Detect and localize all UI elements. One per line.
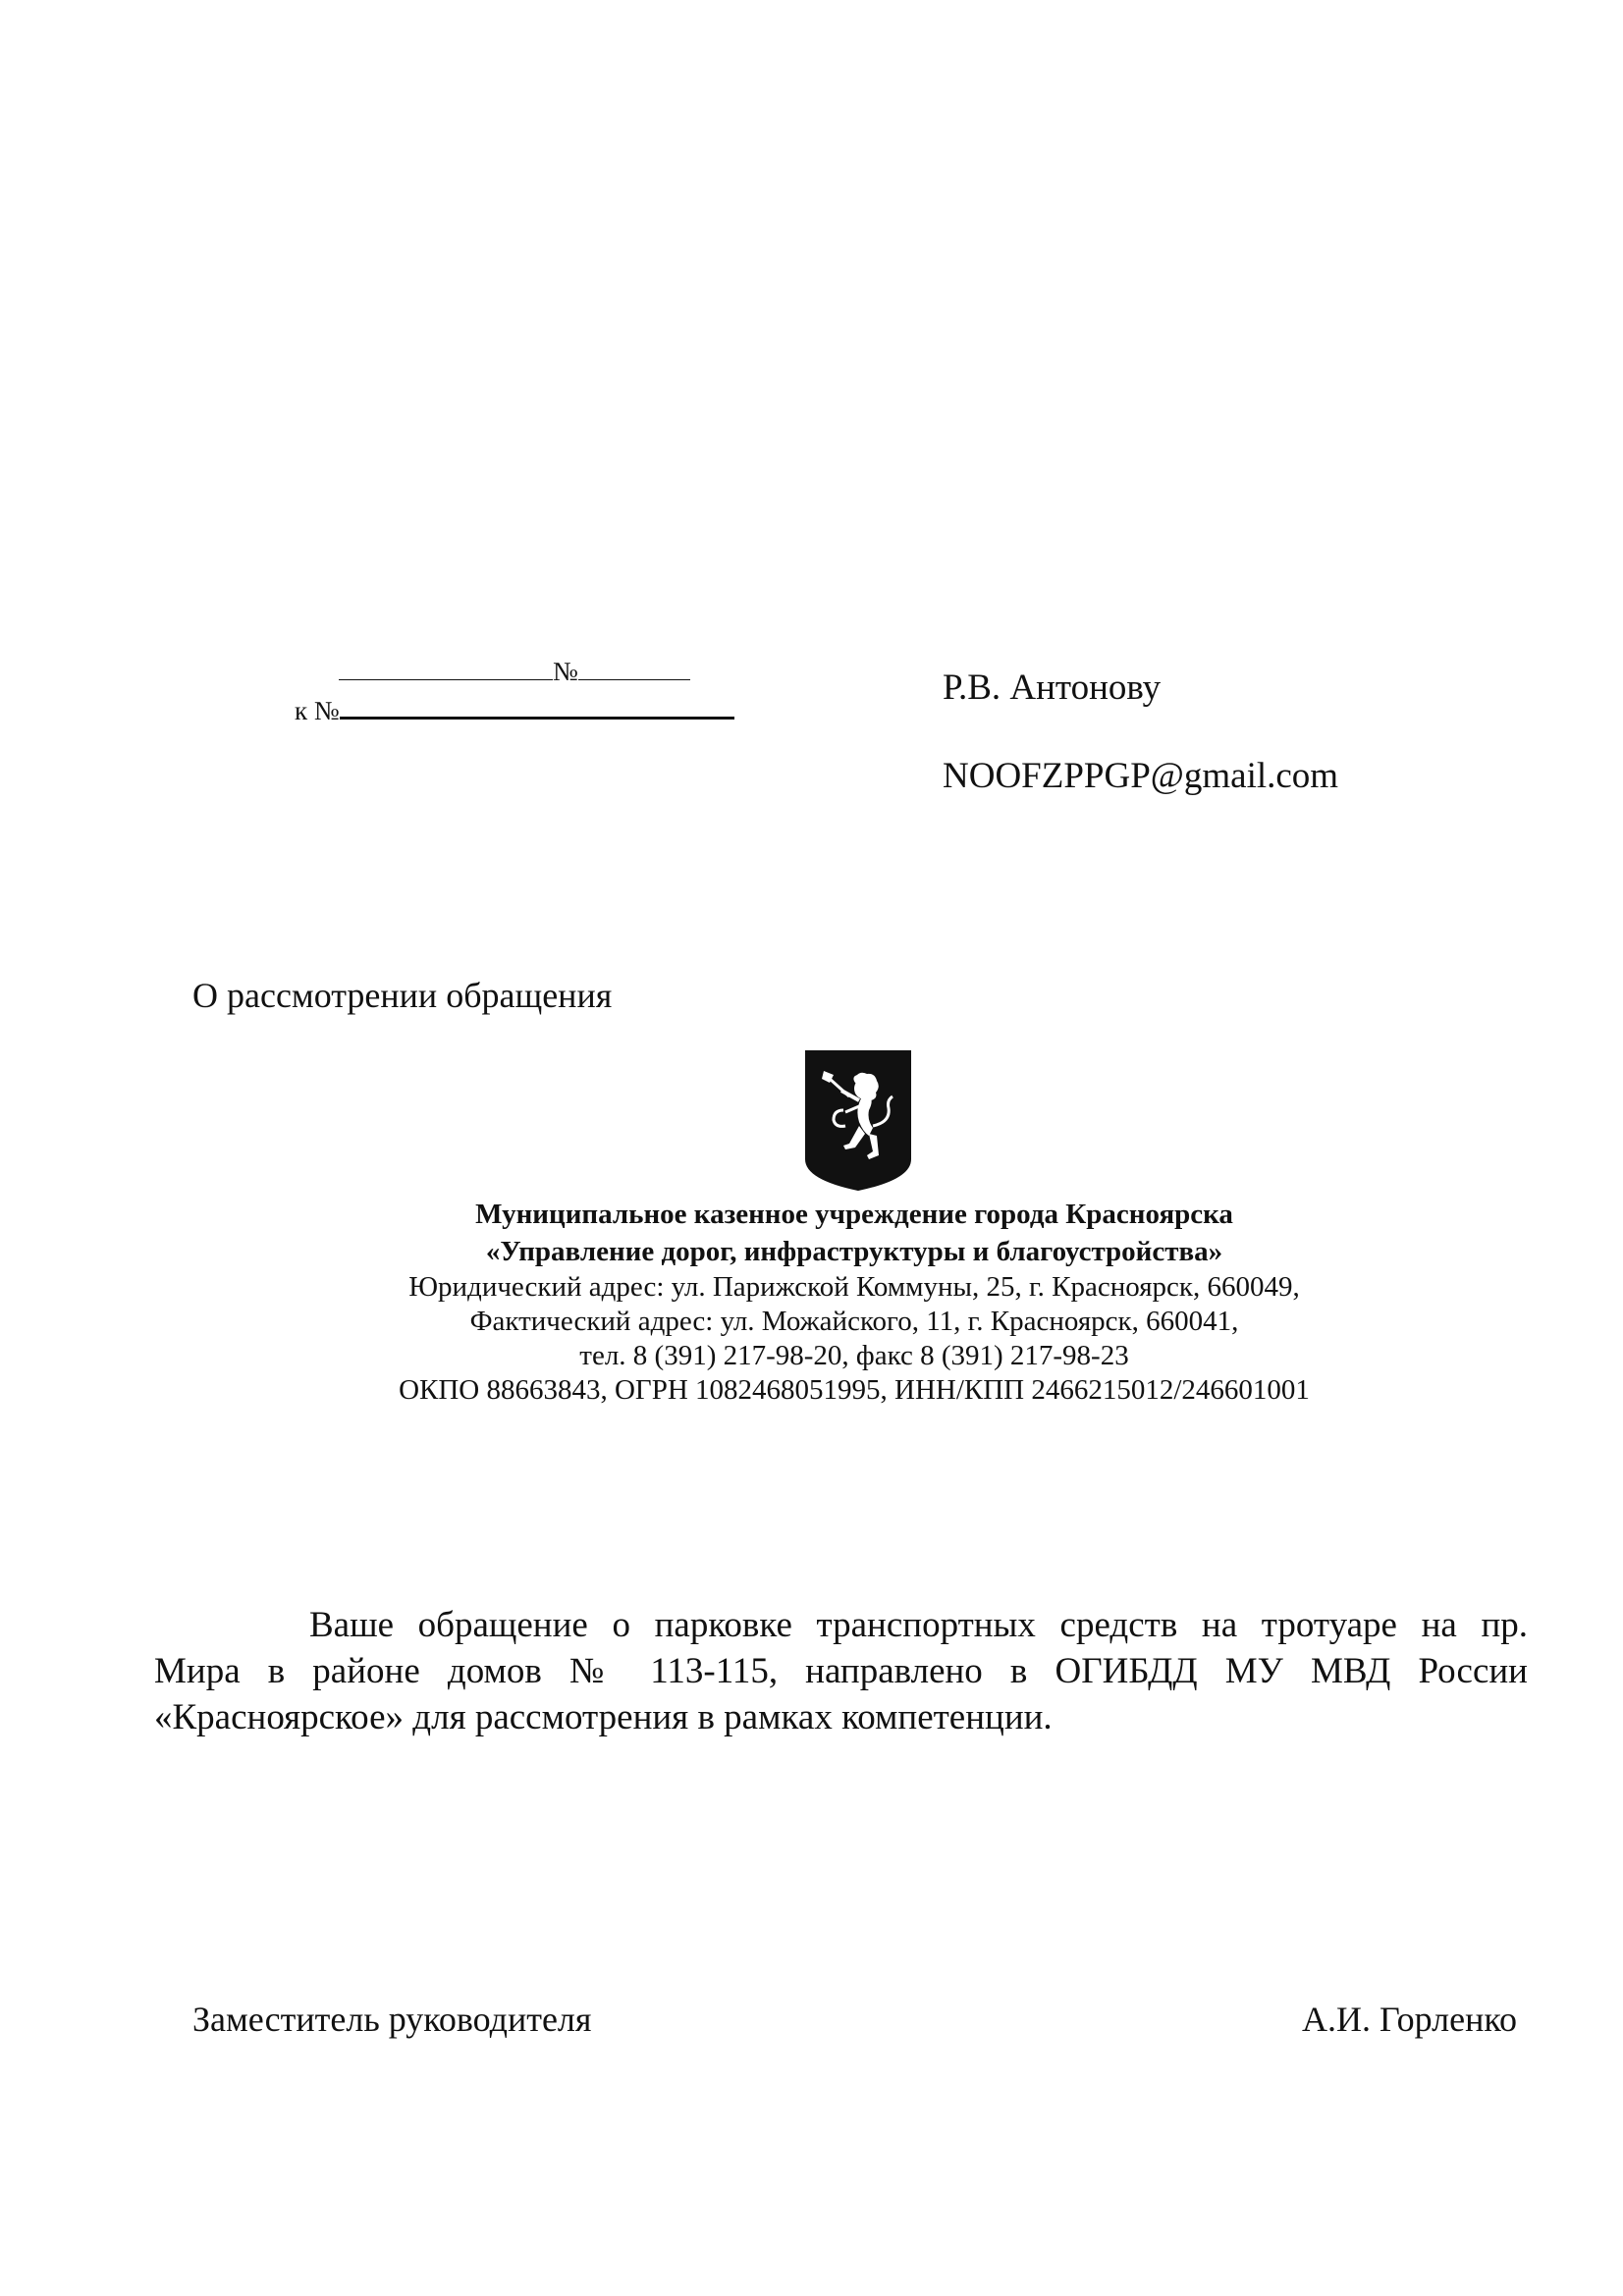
addressee-email: NOOFZPPGP@gmail.com — [943, 756, 1339, 796]
reference-number-line — [295, 693, 734, 725]
date-blank — [339, 656, 553, 680]
signatory-name: А.И. Горленко — [1301, 2000, 1517, 2039]
outgoing-number-line — [339, 656, 690, 686]
signatory-title: Заместитель руководителя — [192, 2000, 592, 2039]
number-sign: № — [553, 657, 578, 686]
reference-blank — [340, 693, 734, 720]
letter-subject: О рассмотрении обращения — [192, 976, 613, 1015]
body-line-1: Ваше обращение о парковке транспортных средств на тротуаре на пр. — [309, 1605, 1528, 1645]
reference-prefix: к № — [295, 696, 340, 725]
addressee-name: Р.В. Антонову — [943, 667, 1162, 708]
legal-address: Юридический адрес: ул. Парижской Коммуны, 25, г. Красноярск, 660049, — [408, 1271, 1300, 1303]
number-blank — [578, 656, 690, 680]
org-name-line1: Муниципальное казенное учреждение города Красноярска — [475, 1199, 1233, 1230]
org-name-line2: «Управление дорог, инфраструктуры и благоустройства» — [485, 1236, 1223, 1267]
body-line-3: «Красноярское» для рассмотрения в рамках компетенции. — [154, 1697, 1053, 1737]
registration-codes: ОКПО 88663843, ОГРН 1082468051995, ИНН/КПП 2466215012/246601001 — [399, 1374, 1310, 1406]
phone-fax: тел. 8 (391) 217-98-20, факс 8 (391) 217-98-23 — [579, 1340, 1129, 1371]
letterhead — [236, 1196, 1473, 1408]
body-line-2: Мира в районе домов № 113-115, направлено в ОГИБДД МУ МВД России — [154, 1651, 1528, 1691]
actual-address: Фактический адрес: ул. Можайского, 11, г. Красноярск, 660041, — [469, 1306, 1239, 1337]
letter-body — [154, 1602, 1528, 1740]
coat-of-arms-icon — [804, 1049, 912, 1192]
